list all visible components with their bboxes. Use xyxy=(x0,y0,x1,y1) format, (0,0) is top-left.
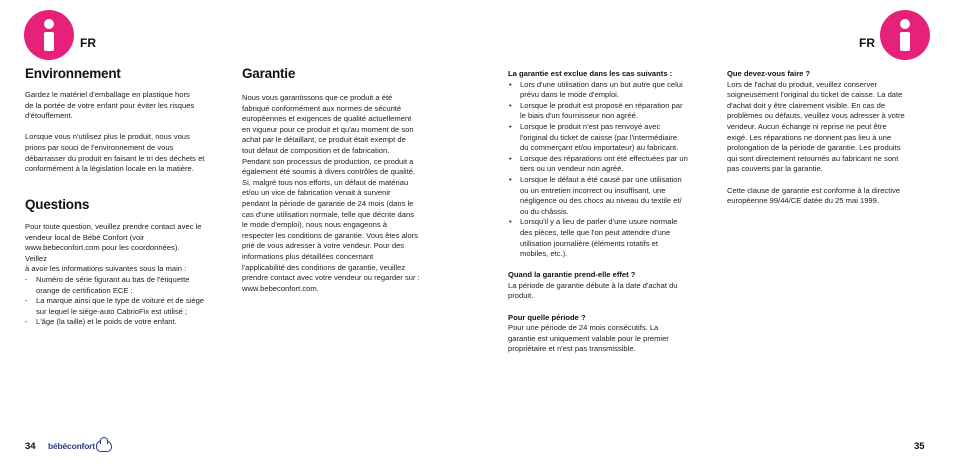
logo-text-start: bébé xyxy=(48,441,68,451)
language-label: FR xyxy=(859,36,875,50)
effect-text: La période de garantie débute à la date d'achat du produit. xyxy=(508,280,678,301)
list-item: • Lorsque des réparations ont été effectuées par un tiers ou un vendeur non agréé. xyxy=(508,154,723,175)
right-page xyxy=(477,0,954,474)
info-icon xyxy=(880,10,930,60)
directive-text: Cette clause de garantie est conforme à la directive européenne 99/44/CE datée du 25 mai 1999. xyxy=(727,185,901,206)
environment-text xyxy=(25,90,240,175)
environment-paragraph-2: Lorsque vous n'utilisez plus le produit, nous vous prions par souci de l'environnement de vous débarrasser du produit en faisant le tri des déchets et conformément à la législation locale en la matière. xyxy=(25,132,205,174)
exclusions-list xyxy=(508,80,723,260)
period-text: Pour une période de 24 mois consécutifs. La garantie est uniquement valable pour le premier propriétaire et n'est pas transmissible. xyxy=(508,323,669,354)
list-item: • Lorsque le produit n'est pas renvoyé avec l'original du ticket de caisse (par l'intermédiaire du commerçant et/ou importateur) au fabricant. xyxy=(508,122,723,154)
garantie-paragraph: Nous vous garantissons que ce produit a été fabriqué conformément aux normes de sécurité européennes et exigences de qualité actuellement en vigueur pour ce produit et qu'au moment de son achat par le détaillant, ce produit était exempt de tout défaut de composition et de fabrication. Pendant son processus de production, ce produit a également été soumis à divers contrôles de qualité. Si, malgré tous nos efforts, un défaut de matériau et/ou un vice de fabrication venait à survenir pendant la période de garantie de 24 mois (dans le cas d'une utilisation normale, telle que décrite dans le mode d'emploi), nous nous engageons à respecter les conditions de garantie. Vous êtes alors prié de vous adresser à votre vendeur. Pour des informations plus détaillées concernant l'applicabilité des conditions de garantie, veuillez prendre contact avec votre vendeur ou regarder sur : www.bebeconfort.com. xyxy=(242,93,420,293)
list-item: • Lorsque le défaut a été causé par une utilisation ou un entretien incorrect ou insuffisant, une négligence ou des chocs au niveau du textile et/ ou du châssis. xyxy=(508,175,723,217)
list-item: • Lors d'une utilisation dans un but autre que celui prévu dans le mode d'emploi. xyxy=(508,80,723,101)
page-number: 34 xyxy=(25,441,36,452)
list-item: - La marque ainsi que le type de voiture et de siège sur lequel le siège-auto CabrioFix est utilisé ; xyxy=(25,296,240,317)
questions-paragraph: Pour toute question, veuillez prendre contact avec le vendeur local de Bébé Confort (voir www.bebeconfort.com pour les coordonnées). Veillez à avoir les informations suivantes sous la main : xyxy=(25,222,202,274)
questions-text xyxy=(25,222,240,328)
environment-heading: Environnement xyxy=(25,66,121,81)
garantie-text xyxy=(242,93,467,294)
what-to-do-text: Lors de l'achat du produit, veuillez conserver soigneusement l'original du ticket de caisse. La date d'achat doit y être clairement visible. En cas de problèmes ou défauts, veuillez vous adresser à votre vendeur. Aucun échange ni reprise ne peut être exigé. Les réparations ne donnent pas lieu à une prolongation de la période de garantie. Les produits qui sont directement retournés au fabricant ne sont pas couverts par la garantie. xyxy=(727,79,905,174)
cloud-icon xyxy=(96,440,112,452)
list-item: - Numéro de série figurant au bas de l'étiquette orange de certification ECE ; xyxy=(25,275,240,296)
exclusions-heading: La garantie est exclue dans les cas suivants : xyxy=(508,69,673,78)
what-to-do-heading: Que devez-vous faire ? xyxy=(727,69,811,78)
questions-list xyxy=(25,275,240,328)
what-to-do-section xyxy=(727,69,942,207)
logo-text-end: confort xyxy=(67,441,95,451)
list-item: • Lorsque le produit est proposé en réparation par le biais d'un fournisseur non agréé. xyxy=(508,101,723,122)
info-icon xyxy=(24,10,74,60)
effect-heading: Quand la garantie prend-elle effet ? xyxy=(508,270,636,280)
exclusions-section xyxy=(508,69,723,355)
bebeconfort-logo xyxy=(48,440,112,452)
list-item: • Lorsqu'il y a lieu de parler d'une usure normale des pièces, telle que l'on peut attendre d'une utilisation journalière (éléments rotatifs et mobiles, etc.). xyxy=(508,217,723,259)
questions-heading: Questions xyxy=(25,197,90,212)
language-label: FR xyxy=(80,36,96,50)
environment-paragraph-1: Gardez le matériel d'emballage en plastique hors de la portée de votre enfant pour éviter les risques d'étouffement. xyxy=(25,90,195,121)
garantie-heading: Garantie xyxy=(242,66,296,81)
period-heading: Pour quelle période ? xyxy=(508,312,586,322)
page-number: 35 xyxy=(914,441,925,452)
list-item: - L'âge (la taille) et le poids de votre enfant. xyxy=(25,317,240,328)
